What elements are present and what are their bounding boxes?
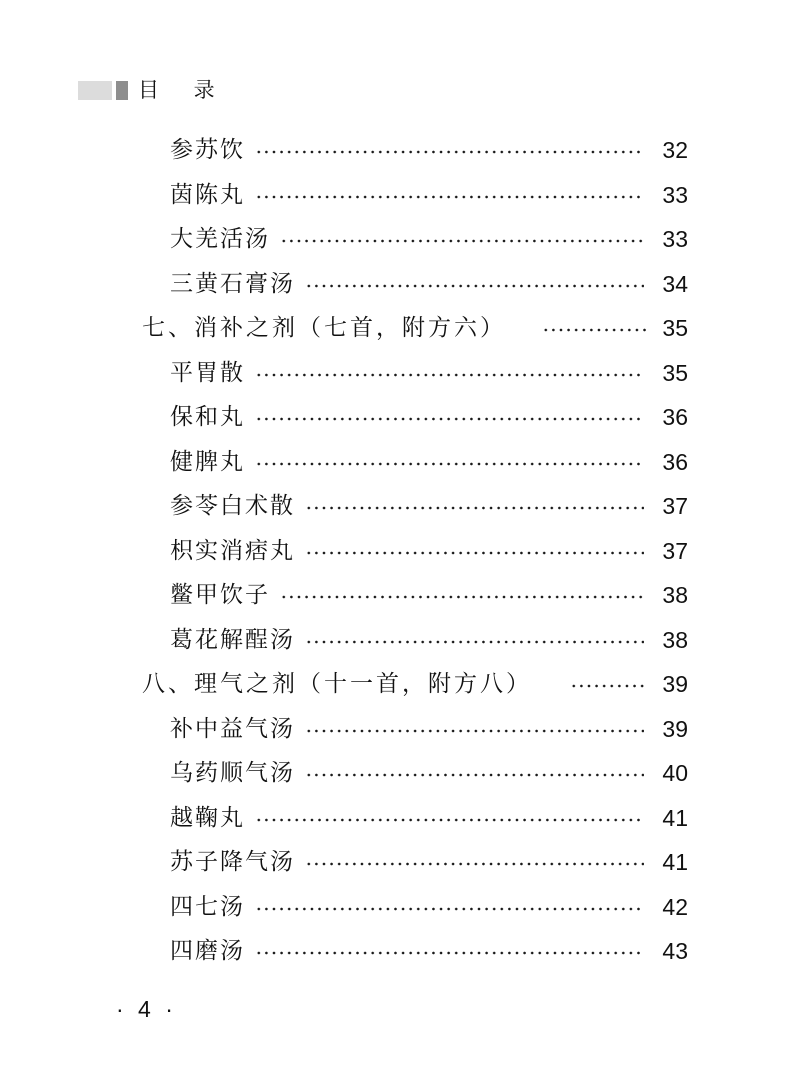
toc-entry-title: 三黄石膏汤 bbox=[170, 270, 295, 297]
toc-section-row bbox=[142, 664, 688, 704]
toc-entry-title: 参苓白术散 bbox=[170, 493, 295, 519]
toc-section-title: 七、消补之剂（七首，附方六） bbox=[142, 315, 506, 341]
toc-entry-title: 补中益气汤 bbox=[170, 715, 295, 742]
toc-dot-leader bbox=[305, 640, 644, 644]
toc-page-number: 35 bbox=[662, 315, 688, 341]
toc-entry-title: 乌药顺气汤 bbox=[170, 760, 295, 786]
toc-entry-row bbox=[170, 486, 688, 526]
toc-dot-leader bbox=[280, 595, 644, 599]
toc-page-number: 38 bbox=[662, 626, 688, 653]
toc-dot-leader bbox=[255, 907, 644, 911]
toc-entry-row bbox=[170, 130, 688, 170]
toc-entry-row bbox=[170, 620, 688, 660]
toc-entry-row bbox=[170, 219, 688, 259]
toc-entry-title: 平胃散 bbox=[170, 359, 245, 386]
toc-page-number: 33 bbox=[662, 181, 688, 208]
footer-page-number: · 4 · bbox=[116, 996, 177, 1022]
toc-dot-leader bbox=[305, 284, 644, 288]
header-decoration-dark-bar bbox=[116, 81, 128, 100]
toc-entry-row bbox=[170, 264, 688, 304]
toc-section-row bbox=[142, 308, 688, 348]
toc-page-number: 41 bbox=[662, 804, 688, 831]
toc-entry-row bbox=[170, 442, 688, 482]
toc-entry-title: 四磨汤 bbox=[170, 938, 245, 964]
toc-dot-leader bbox=[255, 373, 644, 377]
toc-page-number: 39 bbox=[662, 715, 688, 742]
toc-entry-title: 茵陈丸 bbox=[170, 181, 245, 208]
toc-entry-title: 健脾丸 bbox=[170, 448, 245, 475]
toc-page-number: 35 bbox=[662, 359, 688, 386]
toc-entry-title: 四七汤 bbox=[170, 893, 245, 920]
toc-entry-title: 葛花解酲汤 bbox=[170, 626, 295, 653]
toc-page-number: 37 bbox=[662, 493, 688, 519]
toc-dot-leader bbox=[305, 773, 644, 777]
toc-dot-leader bbox=[255, 462, 644, 466]
toc-page-number: 34 bbox=[662, 270, 688, 297]
toc-entry-row bbox=[170, 353, 688, 393]
toc-page-number: 33 bbox=[662, 226, 688, 252]
header-decoration-light-bar bbox=[78, 81, 112, 100]
toc-entry-row bbox=[170, 887, 688, 927]
toc-entry-row bbox=[170, 753, 688, 793]
toc-dot-leader bbox=[280, 239, 644, 243]
toc-page-number: 42 bbox=[662, 893, 688, 920]
toc-dot-leader bbox=[305, 729, 644, 733]
toc-page-number: 37 bbox=[662, 537, 688, 564]
toc-entry-title: 大羌活汤 bbox=[170, 226, 270, 252]
toc-entry-row bbox=[170, 842, 688, 882]
toc-page-number: 38 bbox=[662, 582, 688, 608]
toc-entry-row bbox=[170, 397, 688, 437]
toc-entry-row bbox=[170, 709, 688, 749]
toc-dot-leader bbox=[255, 951, 644, 955]
toc-page-number: 43 bbox=[662, 938, 688, 964]
toc-page-number: 39 bbox=[662, 671, 688, 697]
toc-page-number: 36 bbox=[662, 448, 688, 475]
toc-page-number: 32 bbox=[662, 137, 688, 163]
toc-dot-leader bbox=[255, 150, 644, 154]
toc-page-number: 41 bbox=[662, 849, 688, 875]
toc-entry-title: 保和丸 bbox=[170, 404, 245, 430]
toc-dot-leader bbox=[255, 818, 644, 822]
toc-entry-row bbox=[170, 798, 688, 838]
toc-entry-row bbox=[170, 175, 688, 215]
toc-entry-title: 参苏饮 bbox=[170, 137, 245, 163]
toc-entry-title: 越鞠丸 bbox=[170, 804, 245, 831]
toc-dot-leader bbox=[255, 195, 644, 199]
toc-page-number: 36 bbox=[662, 404, 688, 430]
header-title: 目 录 bbox=[138, 78, 229, 102]
toc-entry-row bbox=[170, 931, 688, 971]
toc-entry-row bbox=[170, 575, 688, 615]
toc-entry-title: 枳实消痞丸 bbox=[170, 537, 295, 564]
toc-dot-leader bbox=[255, 417, 644, 421]
toc-entry-title: 鳖甲饮子 bbox=[170, 582, 270, 608]
toc-section-title: 八、理气之剂（十一首，附方八） bbox=[142, 671, 532, 697]
toc-page-number: 40 bbox=[662, 760, 688, 786]
toc-dot-leader bbox=[305, 862, 644, 866]
toc-dot-leader bbox=[542, 328, 646, 332]
page-header bbox=[78, 78, 229, 102]
toc-dot-leader bbox=[570, 684, 646, 688]
toc-entry-row bbox=[170, 531, 688, 571]
toc-entry-title: 苏子降气汤 bbox=[170, 849, 295, 875]
toc-dot-leader bbox=[305, 506, 644, 510]
toc-dot-leader bbox=[305, 551, 644, 555]
